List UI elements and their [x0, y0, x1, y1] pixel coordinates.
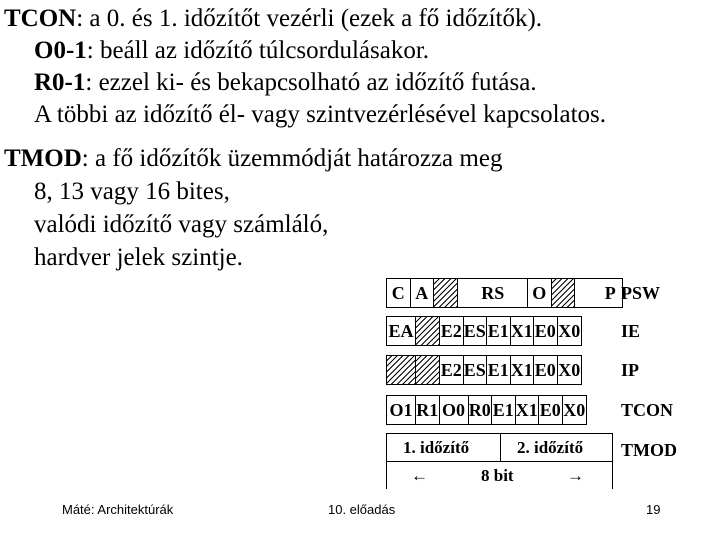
tmod-bullet-3: hardver jelek szintje. — [34, 244, 243, 271]
tmod-separator — [387, 461, 612, 462]
o01-description — [34, 36, 429, 66]
tmod-bullet-2: valódi időzítő vagy számláló, — [34, 211, 329, 238]
ip-bit-reserved-1 — [387, 356, 416, 384]
tcon-register — [386, 395, 587, 425]
psw-register — [386, 278, 623, 308]
psw-bit-empty — [575, 279, 599, 307]
psw-bit-rs-left — [458, 279, 482, 307]
psw-bit-rs: RS — [481, 282, 505, 303]
tmod-bits: 8 bit — [481, 466, 514, 485]
psw-label: PSW — [621, 283, 661, 303]
tcon-description — [4, 4, 542, 34]
ip-bit-e1: E1 — [487, 356, 511, 384]
tmod-bullet-1: 8, 13 vagy 16 bites, — [34, 178, 230, 205]
ie-bit-x1: X1 — [511, 317, 535, 345]
psw-bit-a: A — [411, 279, 435, 307]
ie-bit-x0: X0 — [558, 320, 581, 341]
tmod-timer1: 1. időzítő — [403, 438, 470, 457]
ie-bit-e0: E0 — [534, 317, 558, 345]
psw-bit-p: P — [604, 282, 616, 303]
ie-bit-ea: EA — [387, 317, 416, 345]
tmod-register — [386, 433, 613, 489]
psw-bit-reserved-1 — [434, 279, 458, 307]
ie-bit-e2: E2 — [440, 317, 464, 345]
tmod-description — [4, 144, 502, 174]
tcon-bit-e0: E0 — [539, 396, 563, 424]
ip-bit-x0: X0 — [558, 359, 581, 380]
ip-bit-reserved-2 — [416, 356, 440, 384]
other-bits-description: A többi az időzítő él- vagy szintvezérlésével kapcsolatos. — [34, 101, 607, 128]
r01-description — [34, 68, 537, 98]
ip-bit-e2: E2 — [440, 356, 464, 384]
tcon-bit-o1: O1 — [387, 396, 416, 424]
tmod-left-arrow: ← — [411, 466, 428, 485]
ip-bit-es: ES — [464, 356, 488, 384]
tcon-bit-r1: R1 — [416, 396, 440, 424]
psw-bit-c: C — [387, 279, 411, 307]
ip-register — [386, 355, 582, 385]
tcon-bit-o0: O0 — [440, 396, 469, 424]
psw-bit-reserved-2 — [552, 279, 576, 307]
tmod-right-arrow: → — [567, 466, 584, 485]
ip-label: IP — [621, 360, 639, 380]
tmod-divider — [500, 434, 501, 461]
ie-register — [386, 316, 582, 346]
tcon-bit-x1: X1 — [516, 396, 540, 424]
psw-bit-o: O — [528, 279, 552, 307]
tmod-label: TMOD — [621, 440, 677, 460]
tcon-label: TCON — [621, 400, 674, 420]
ie-bit-es: ES — [464, 317, 488, 345]
ip-bit-e0: E0 — [534, 356, 558, 384]
tcon-text: : a 0. és 1. időzítőt vezérli (ezek a fő időzítők). — [76, 5, 543, 32]
footer-page-number: 19 — [646, 502, 661, 517]
tcon-bit-x0: X0 — [563, 399, 586, 420]
o01-term: O0-1 — [34, 37, 87, 64]
tcon-term: TCON — [4, 5, 77, 32]
tcon-bit-e1: E1 — [492, 396, 516, 424]
psw-bit-rs-right — [505, 279, 529, 307]
ie-bit-e1: E1 — [487, 317, 511, 345]
footer-author: Máté: Architektúrák — [62, 502, 174, 517]
o01-text: : beáll az időzítő túlcsordulásakor. — [86, 37, 430, 64]
footer-lecture: 10. előadás — [328, 502, 396, 517]
tmod-term: TMOD — [4, 145, 82, 172]
tcon-bit-r0: R0 — [469, 396, 493, 424]
r01-text: : ezzel ki- és bekapcsolható az időzítő futása. — [85, 69, 537, 96]
tmod-text: : a fő időzítők üzemmódját határozza meg — [81, 145, 503, 172]
ie-label: IE — [621, 321, 641, 341]
tmod-timer2: 2. időzítő — [517, 438, 584, 457]
r01-term: R0-1 — [34, 69, 86, 96]
ip-bit-x1: X1 — [511, 356, 535, 384]
ie-bit-reserved — [416, 317, 440, 345]
